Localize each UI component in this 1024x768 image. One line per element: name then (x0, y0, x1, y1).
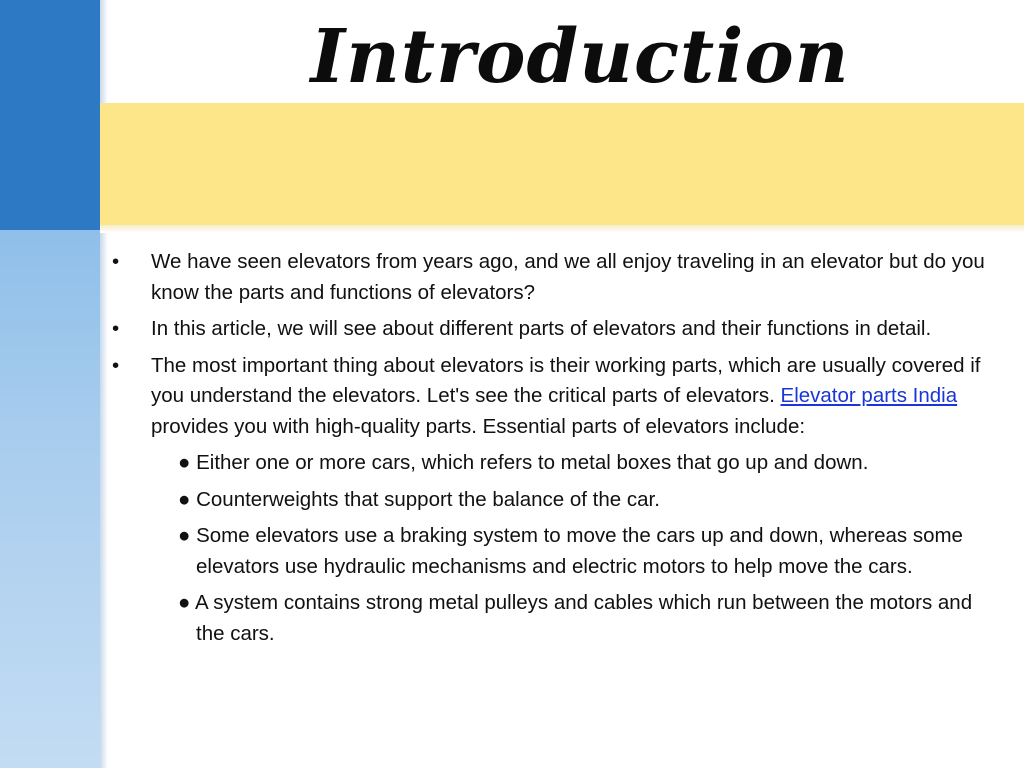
bullet-item (110, 314, 1000, 345)
sub-bullet-text: Counterweights that support the balance of the car. (196, 487, 660, 511)
left-accent-bar-dark (0, 0, 100, 230)
sub-bullet-text: A system contains strong metal pulleys and cables which run between the motors and the cars. (194, 591, 973, 645)
elevator-parts-india-link[interactable]: Elevator parts India (780, 384, 958, 407)
bullet-text-before-link: The most important thing about elevators is their working parts, which are usually covered if you understand the elevators. Let's see the critical parts of elevators. (151, 353, 981, 407)
bullet-marker: • (112, 250, 120, 273)
sub-bullet-text: Some elevators use a braking system to move the cars up and down, whereas some elevators use hydraulic mechanisms and electric motors to help move the cars. (196, 524, 963, 578)
bullet-marker: • (112, 353, 120, 377)
left-accent-bar-light (0, 230, 100, 768)
bullet-text: We have seen elevators from years ago, and we all enjoy traveling in an elevator but do you know the parts and functions of elevators? (151, 250, 985, 304)
slide-content (110, 247, 1000, 655)
sub-bullet-marker: ● (178, 591, 191, 614)
sub-bullet-item (168, 485, 1000, 516)
bullet-text: In this article, we will see about different parts of elevators and their functions in detail. (151, 317, 932, 340)
title-band-fade (100, 225, 1024, 233)
sub-bullet-marker: ● (178, 487, 191, 511)
bullet-item (110, 247, 1000, 308)
sub-bullet-item (168, 448, 1000, 479)
slide-title: Introduction (310, 14, 850, 100)
title-yellow-band (100, 103, 1024, 225)
sub-bullet-item (168, 521, 1000, 582)
bullet-text-after-link: provides you with high-quality parts. Essential parts of elevators include: (151, 414, 806, 438)
sub-bullet-item (168, 588, 1000, 649)
sub-bullet-marker: ● (178, 451, 191, 474)
sub-bullet-marker: ● (178, 524, 191, 547)
bullet-item (110, 351, 1000, 443)
bullet-marker: • (112, 317, 120, 340)
sub-bullet-text: Either one or more cars, which refers to metal boxes that go up and down. (196, 451, 869, 474)
